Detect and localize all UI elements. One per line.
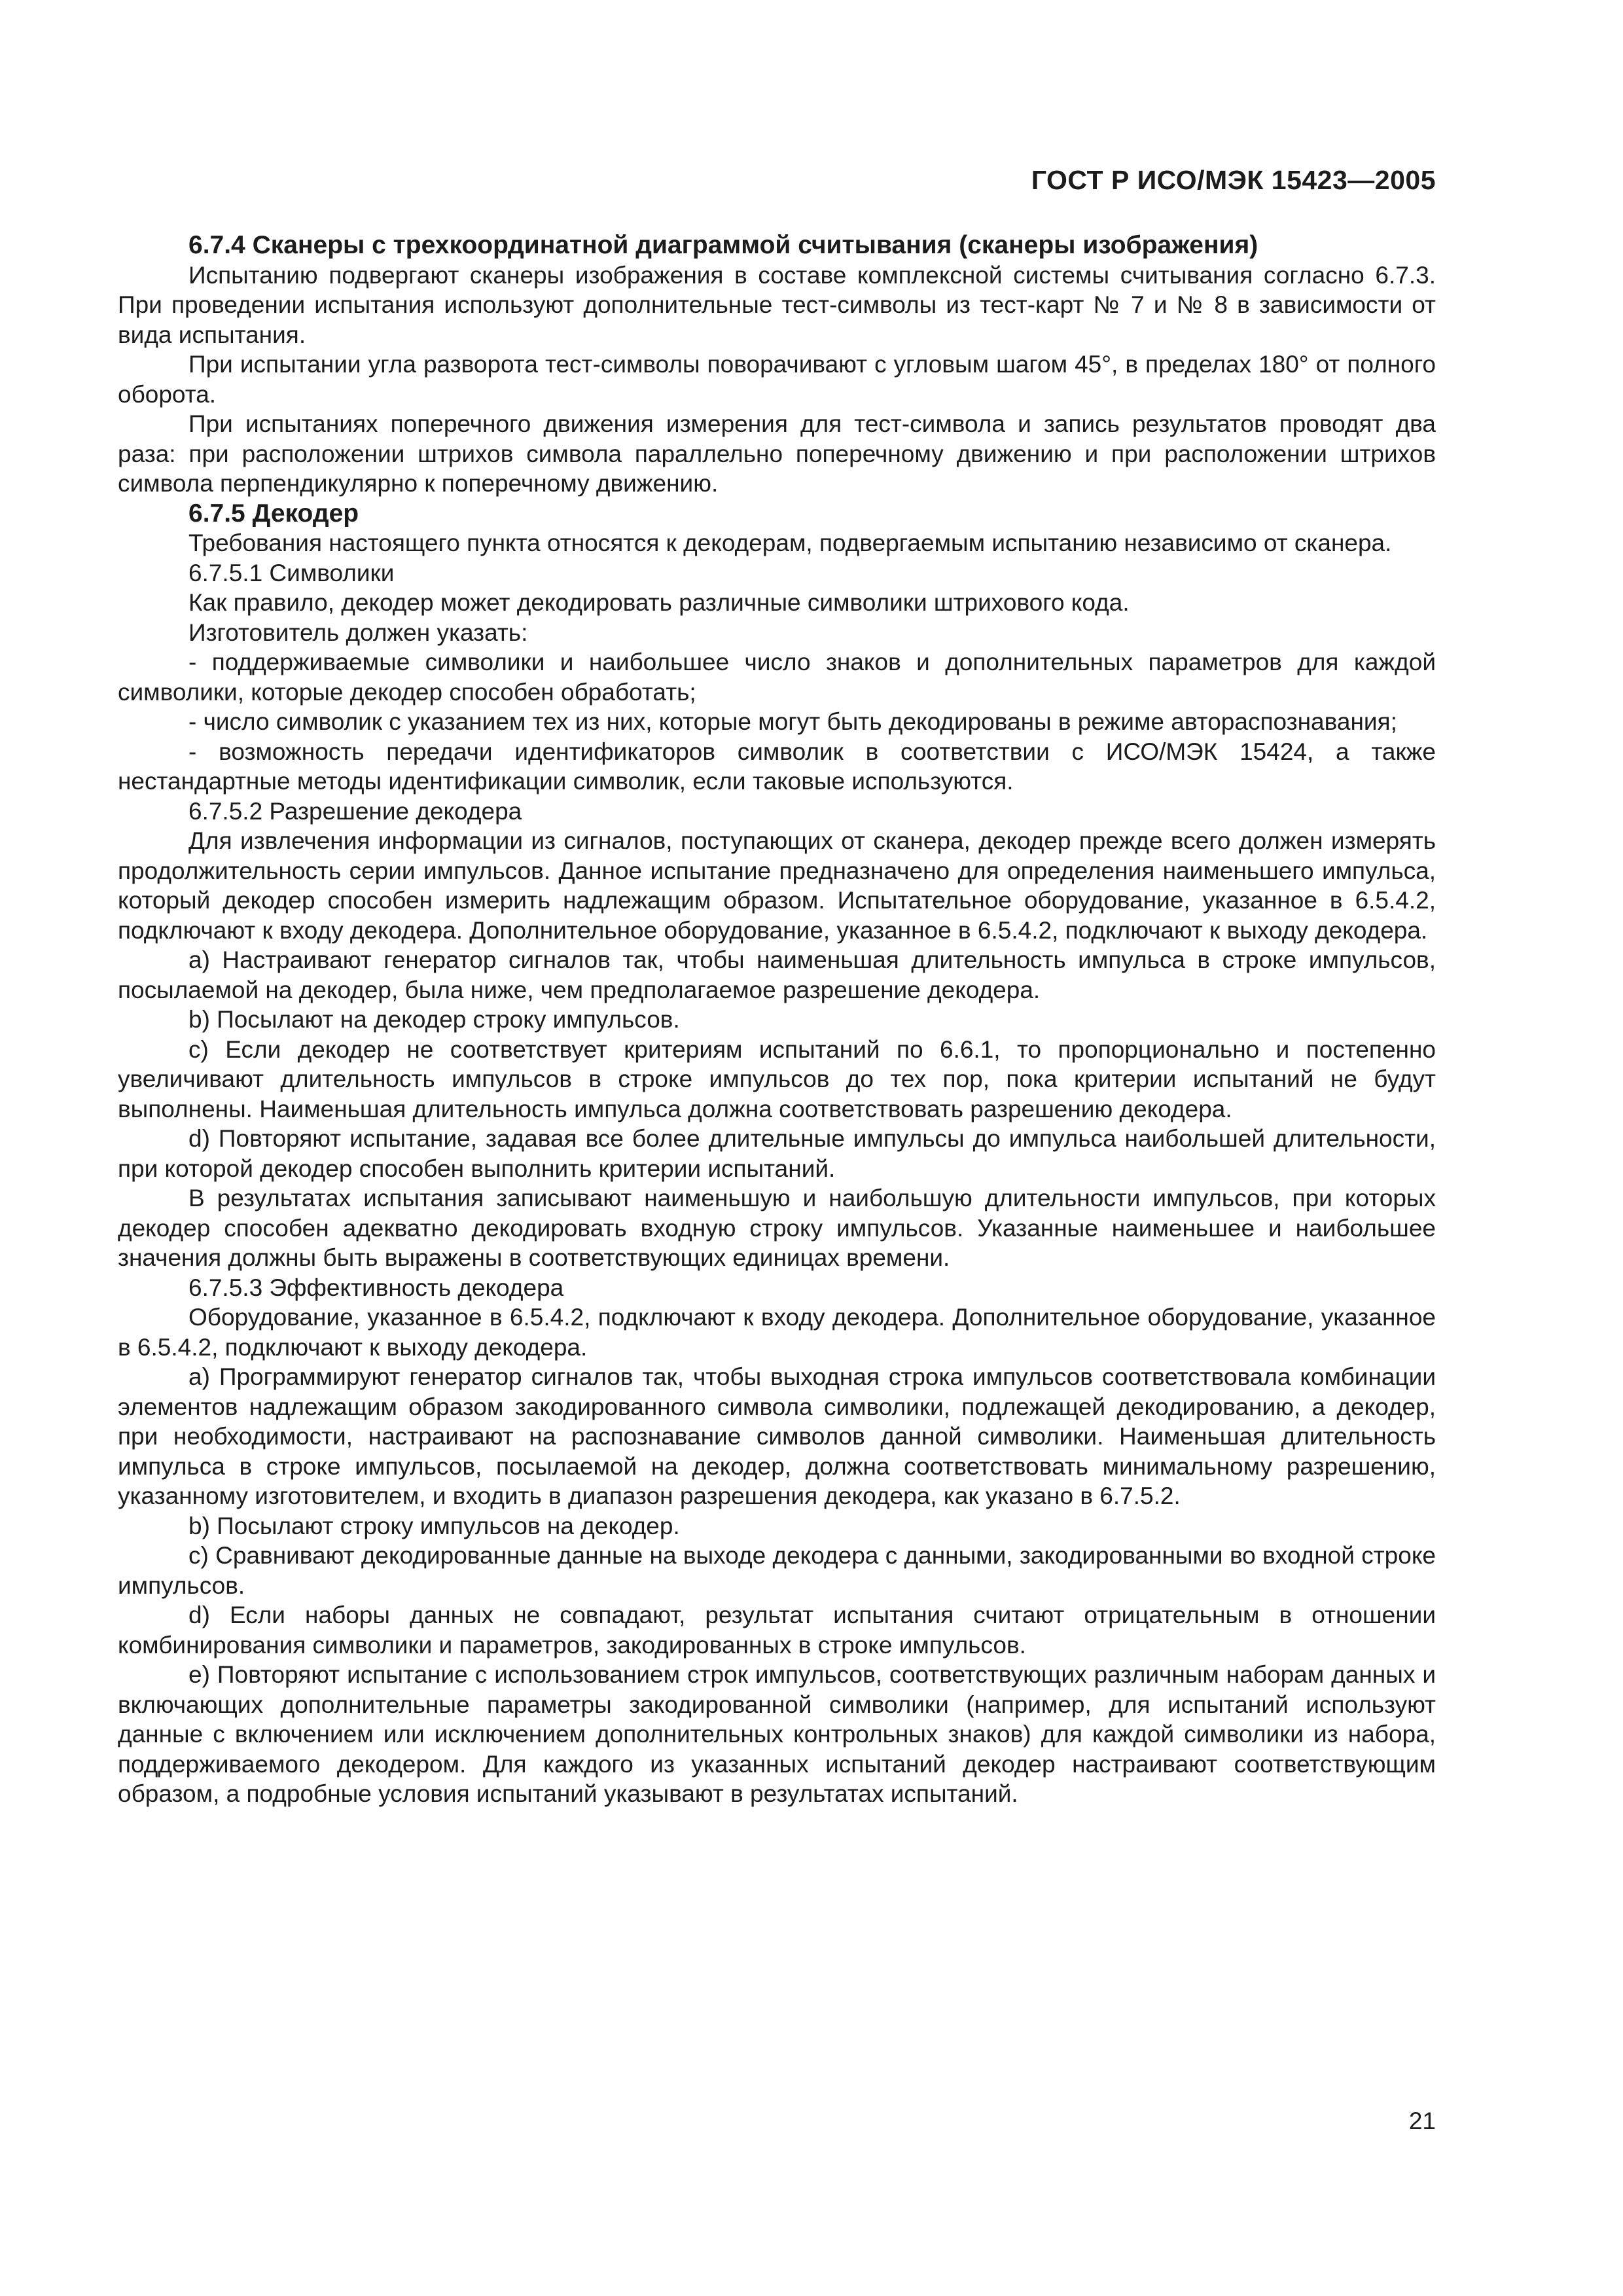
paragraph: Изготовитель должен указать: — [188, 619, 528, 646]
list-item: c) Сравнивают декодированные данные на выходе декодера с данными, закодированными во входной строке импульсов. — [118, 1542, 1436, 1599]
list-item: d) Повторяют испытание, задавая все более длительные импульсы до импульса наибольшей длительности, при которой декодер способен выполнить критерии испытаний. — [118, 1125, 1436, 1182]
list-item: b) Посылают строку импульсов на декодер. — [188, 1512, 680, 1539]
subsection-heading-6-7-5-3: 6.7.5.3 Эффективность декодера — [188, 1274, 564, 1301]
document-body — [118, 230, 1436, 1809]
list-item: - возможность передачи идентификаторов символик в соответствии с ИСО/МЭК 15424, а также нестандартные методы идентификации символик, если таковые используются. — [118, 738, 1436, 795]
list-item: a) Программируют генератор сигналов так, чтобы выходная строка импульсов соответствовала комбинации элементов надлежащим образом закодированного символа символики, подлежащей декодированию, а декодер, при необходимости, настраивают на распознавание символов данной символики. Наименьшая длительность импульса в строке импульсов, посылаемой на декодер, должна соответствовать минимальному разрешению, указанному изготовителем, и входить в диапазон разрешения декодера, как указано в 6.7.5.2. — [118, 1363, 1436, 1509]
list-item: d) Если наборы данных не совпадают, результат испытания считают отрицательным в отношении комбинирования символики и параметров, закодированных в строке импульсов. — [118, 1602, 1436, 1659]
list-item: a) Настраивают генератор сигналов так, чтобы наименьшая длительность импульса в строке импульсов, посылаемой на декодер, была ниже, чем предполагаемое разрешение декодера. — [118, 946, 1436, 1003]
paragraph: Требования настоящего пункта относятся к декодерам, подвергаемым испытанию независимо от сканера. — [188, 529, 1392, 556]
list-item: - число символик с указанием тех из них, которые могут быть декодированы в режиме автораспознавания; — [188, 708, 1397, 735]
section-heading-6-7-5: 6.7.5 Декодер — [188, 499, 359, 528]
paragraph: Оборудование, указанное в 6.5.4.2, подключают к входу декодера. Дополнительное оборудование, указанное в 6.5.4.2, подключают к выходу декодера. — [118, 1304, 1436, 1361]
subsection-heading-6-7-5-2: 6.7.5.2 Разрешение декодера — [188, 797, 522, 825]
paragraph: Для извлечения информации из сигналов, поступающих от сканера, декодер прежде всего должен измерять продолжительность серии импульсов. Данное испытание предназначено для определения наименьшего импульса, который декодер способен измерить надлежащим образом. Испытательное оборудование, указанное в 6.5.4.2, подключают к входу декодера. Дополнительное оборудование, указанное в 6.5.4.2, подключают к выходу декодера. — [118, 827, 1436, 944]
paragraph: При испытании угла разворота тест-символы поворачивают с угловым шагом 45°, в пределах 180° от полного оборота. — [118, 351, 1436, 408]
subsection-heading-6-7-5-1: 6.7.5.1 Символики — [188, 559, 395, 586]
paragraph: Как правило, декодер может декодировать различные символики штрихового кода. — [188, 589, 1130, 616]
paragraph: При испытаниях поперечного движения измерения для тест-символа и запись результатов проводят два раза: при расположении штрихов символа параллельно поперечному движению и при расположении штрихов символа перпендикулярно к поперечному движению. — [118, 410, 1436, 497]
paragraph: Испытанию подвергают сканеры изображения в составе комплексной системы считывания согласно 6.7.3. При проведении испытания используют дополнительные тест-символы из тест-карт № 7 и № 8 в зависимости от вида испытания. — [118, 261, 1436, 348]
list-item: c) Если декодер не соответствует критериям испытаний по 6.6.1, то пропорционально и постепенно увеличивают длительность импульсов в строке импульсов до тех пор, пока критерии испытаний не будут выполнены. Наименьшая длительность импульса должна соответствовать разрешению декодера. — [118, 1035, 1436, 1122]
list-item: e) Повторяют испытание с использованием строк импульсов, соответствующих различным наборам данных и включающих дополнительные параметры закодированной символики (например, для испытаний используют данные с включением или исключением дополнительных контрольных знаков) для каждой символики из набора, поддерживаемого декодером. Для каждого из указанных испытаний декодер настраивают соответствующим образом, а подробные условия испытаний указывают в результатах испытаний. — [118, 1661, 1436, 1807]
list-item: b) Посылают на декодер строку импульсов. — [188, 1006, 680, 1033]
section-heading-6-7-4: 6.7.4 Сканеры с трехкоординатной диаграммой считывания (сканеры изображения) — [188, 231, 1258, 259]
paragraph: В результатах испытания записывают наименьшую и наибольшую длительности импульсов, при которых декодер способен адекватно декодировать входную строку импульсов. Указанные наименьшее и наибольшее значения должны быть выражены в соответствующих единицах времени. — [118, 1185, 1436, 1271]
list-item: - поддерживаемые символики и наибольшее число знаков и дополнительных параметров для каждой символики, которые декодер способен обработать; — [118, 649, 1436, 706]
document-code-header: ГОСТ Р ИСО/МЭК 15423—2005 — [1031, 165, 1436, 195]
page-number: 21 — [1408, 2108, 1436, 2134]
